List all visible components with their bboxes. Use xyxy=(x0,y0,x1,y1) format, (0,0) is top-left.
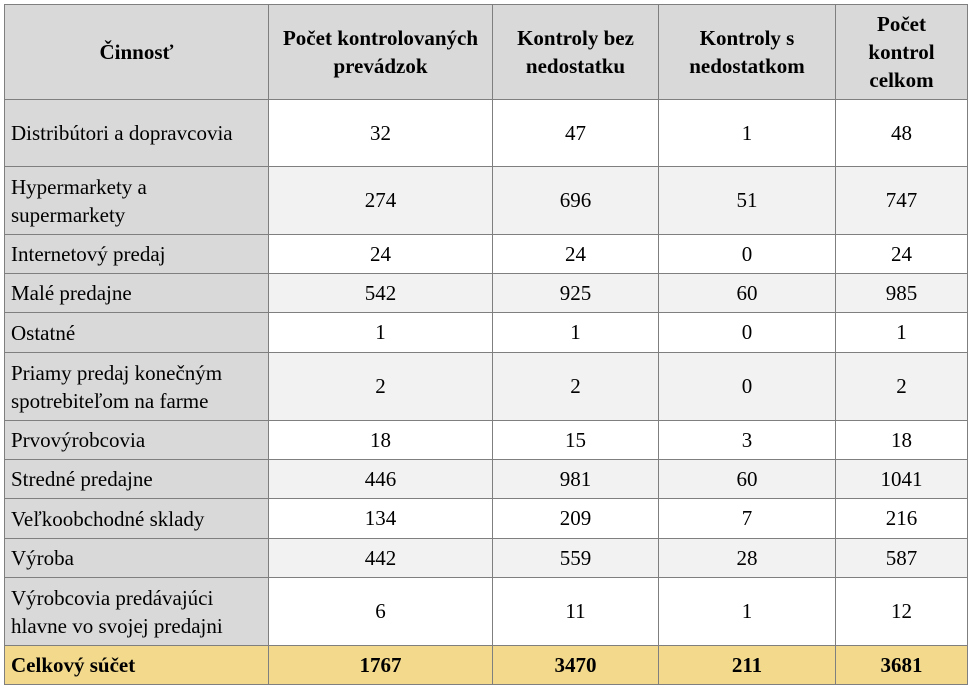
cell-without-defect: 696 xyxy=(493,167,659,235)
cell-without-defect: 209 xyxy=(493,499,659,539)
total-facilities: 1767 xyxy=(269,646,493,685)
table-row xyxy=(5,167,968,235)
cell-total: 12 xyxy=(836,578,968,646)
header-facilities: Počet kontrolovaných prevádzok xyxy=(269,5,493,100)
cell-with-defect: 1 xyxy=(659,100,836,167)
row-label: Internetový predaj xyxy=(5,235,269,274)
table-row xyxy=(5,274,968,313)
cell-total: 1 xyxy=(836,313,968,353)
inspection-table xyxy=(4,4,968,685)
row-label: Veľkoobchodné sklady xyxy=(5,499,269,539)
header-without-defect: Kontroly bez nedostatku xyxy=(493,5,659,100)
table-row xyxy=(5,313,968,353)
cell-facilities: 542 xyxy=(269,274,493,313)
table-row xyxy=(5,235,968,274)
cell-without-defect: 925 xyxy=(493,274,659,313)
row-label: Priamy predaj konečným spotrebiteľom na farme xyxy=(5,353,269,421)
header-activity: Činnosť xyxy=(5,5,269,100)
row-label: Stredné predajne xyxy=(5,460,269,499)
cell-with-defect: 0 xyxy=(659,313,836,353)
cell-facilities: 32 xyxy=(269,100,493,167)
header-row xyxy=(5,5,968,100)
cell-with-defect: 0 xyxy=(659,353,836,421)
cell-facilities: 24 xyxy=(269,235,493,274)
cell-total: 24 xyxy=(836,235,968,274)
cell-with-defect: 28 xyxy=(659,539,836,578)
table-row xyxy=(5,421,968,460)
cell-total: 587 xyxy=(836,539,968,578)
cell-facilities: 18 xyxy=(269,421,493,460)
cell-with-defect: 60 xyxy=(659,460,836,499)
cell-with-defect: 7 xyxy=(659,499,836,539)
table-row xyxy=(5,539,968,578)
cell-without-defect: 15 xyxy=(493,421,659,460)
row-label: Hypermarkety a supermarkety xyxy=(5,167,269,235)
row-label: Malé predajne xyxy=(5,274,269,313)
cell-total: 1041 xyxy=(836,460,968,499)
row-label: Ostatné xyxy=(5,313,269,353)
cell-facilities: 442 xyxy=(269,539,493,578)
cell-with-defect: 51 xyxy=(659,167,836,235)
cell-facilities: 134 xyxy=(269,499,493,539)
cell-without-defect: 11 xyxy=(493,578,659,646)
row-label: Prvovýrobcovia xyxy=(5,421,269,460)
total-total: 3681 xyxy=(836,646,968,685)
cell-without-defect: 559 xyxy=(493,539,659,578)
cell-facilities: 1 xyxy=(269,313,493,353)
cell-without-defect: 24 xyxy=(493,235,659,274)
row-label: Výrobcovia predávajúci hlavne vo svojej predajni xyxy=(5,578,269,646)
table-row xyxy=(5,100,968,167)
table-row xyxy=(5,460,968,499)
row-label: Výroba xyxy=(5,539,269,578)
total-row xyxy=(5,646,968,685)
cell-total: 747 xyxy=(836,167,968,235)
total-without-defect: 3470 xyxy=(493,646,659,685)
cell-with-defect: 3 xyxy=(659,421,836,460)
row-label: Distribútori a dopravcovia xyxy=(5,100,269,167)
cell-without-defect: 47 xyxy=(493,100,659,167)
table-row xyxy=(5,353,968,421)
table-row xyxy=(5,499,968,539)
table-row xyxy=(5,578,968,646)
cell-with-defect: 60 xyxy=(659,274,836,313)
cell-without-defect: 2 xyxy=(493,353,659,421)
cell-facilities: 274 xyxy=(269,167,493,235)
cell-total: 2 xyxy=(836,353,968,421)
total-with-defect: 211 xyxy=(659,646,836,685)
header-total: Počet kontrol celkom xyxy=(836,5,968,100)
cell-total: 18 xyxy=(836,421,968,460)
cell-total: 985 xyxy=(836,274,968,313)
cell-with-defect: 1 xyxy=(659,578,836,646)
header-with-defect: Kontroly s nedostatkom xyxy=(659,5,836,100)
total-label: Celkový súčet xyxy=(5,646,269,685)
cell-total: 48 xyxy=(836,100,968,167)
cell-without-defect: 981 xyxy=(493,460,659,499)
cell-facilities: 446 xyxy=(269,460,493,499)
cell-total: 216 xyxy=(836,499,968,539)
cell-facilities: 6 xyxy=(269,578,493,646)
cell-facilities: 2 xyxy=(269,353,493,421)
cell-without-defect: 1 xyxy=(493,313,659,353)
cell-with-defect: 0 xyxy=(659,235,836,274)
